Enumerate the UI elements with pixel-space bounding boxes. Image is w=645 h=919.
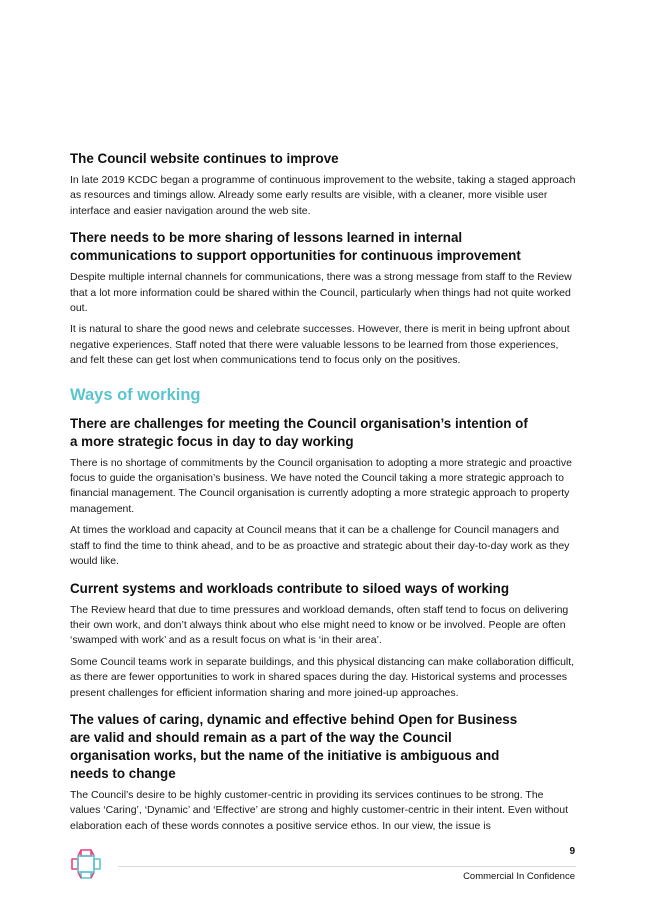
paragraph: Some Council teams work in separate buildings, and this physical distancing can make collaboration difficult, as there are fewer opportunities to work in shared spaces during the day. Historical systems and processes present challenges for efficient information sharing and more joined-up approaches. bbox=[70, 655, 575, 699]
page-number: 9 bbox=[569, 846, 575, 857]
paragraph: At times the workload and capacity at Council means that it can be a challenge for Council managers and staff to find the time to think ahead, and to be as proactive and strategic about their day-to-day work as they would like. bbox=[70, 524, 570, 568]
section-heading: There are challenges for meeting the Council organisation’s intention of a more strategic focus in day to day working bbox=[70, 415, 528, 449]
logo-icon bbox=[68, 846, 104, 882]
document-body bbox=[70, 150, 576, 840]
section-heading: There needs to be more sharing of lessons learned in internal communications to support opportunities for continuous improvement bbox=[70, 230, 521, 264]
paragraph: In late 2019 KCDC began a programme of continuous improvement to the website, taking a staged approach as resources and timings allow. Already some early results are visible, with a cleaner, more visible user interface and easier navigation around the web site. bbox=[70, 174, 576, 217]
paragraph: Despite multiple internal channels for communications, there was a strong message from staff to the Review that a lot more information could be shared within the Council, particularly when things had not quite worked out. bbox=[70, 271, 572, 315]
paragraph: There is no shortage of commitments by the Council organisation to adopting a more strategic and proactive focus to guide the organisation’s business. We have noted the Council taking a more strategic approach to financial management. The Council organisation is currently adopting a more strategic approach to property management. bbox=[70, 456, 572, 515]
section-heading: The values of caring, dynamic and effective behind Open for Business are valid and should remain as a part of the way the Council organisation works, but the name of the initiative is ambiguous and needs to change bbox=[70, 711, 518, 781]
confidentiality-label: Commercial In Confidence bbox=[463, 871, 575, 882]
paragraph: The Council’s desire to be highly customer-centric in providing its services continues to be strong. The values ‘Caring’, ‘Dynamic’ and ‘Effective’ are strong and highly customer-centric in their intent. Even without elaboration each of these words connotes a positive service ethos. In our view, the issue is bbox=[70, 788, 569, 832]
section-heading: The Council website continues to improve bbox=[70, 151, 339, 166]
section-heading: Current systems and workloads contribute to siloed ways of working bbox=[70, 580, 510, 596]
paragraph: It is natural to share the good news and celebrate successes. However, there is merit in being upfront about negative experiences. Staff noted that there were valuable lessons to be learned from those experiences, and felt these can get lost when communications tend to focus only on the positives. bbox=[70, 323, 570, 367]
paragraph: The Review heard that due to time pressures and workload demands, often staff tend to focus on delivering their own work, and don’t always think about who else might need to know or be involved. People are often ‘swamped with work’ and as a result focus on what is ‘in their area’. bbox=[70, 603, 569, 647]
section-title: Ways of working bbox=[70, 385, 201, 404]
footer-divider bbox=[118, 866, 576, 867]
